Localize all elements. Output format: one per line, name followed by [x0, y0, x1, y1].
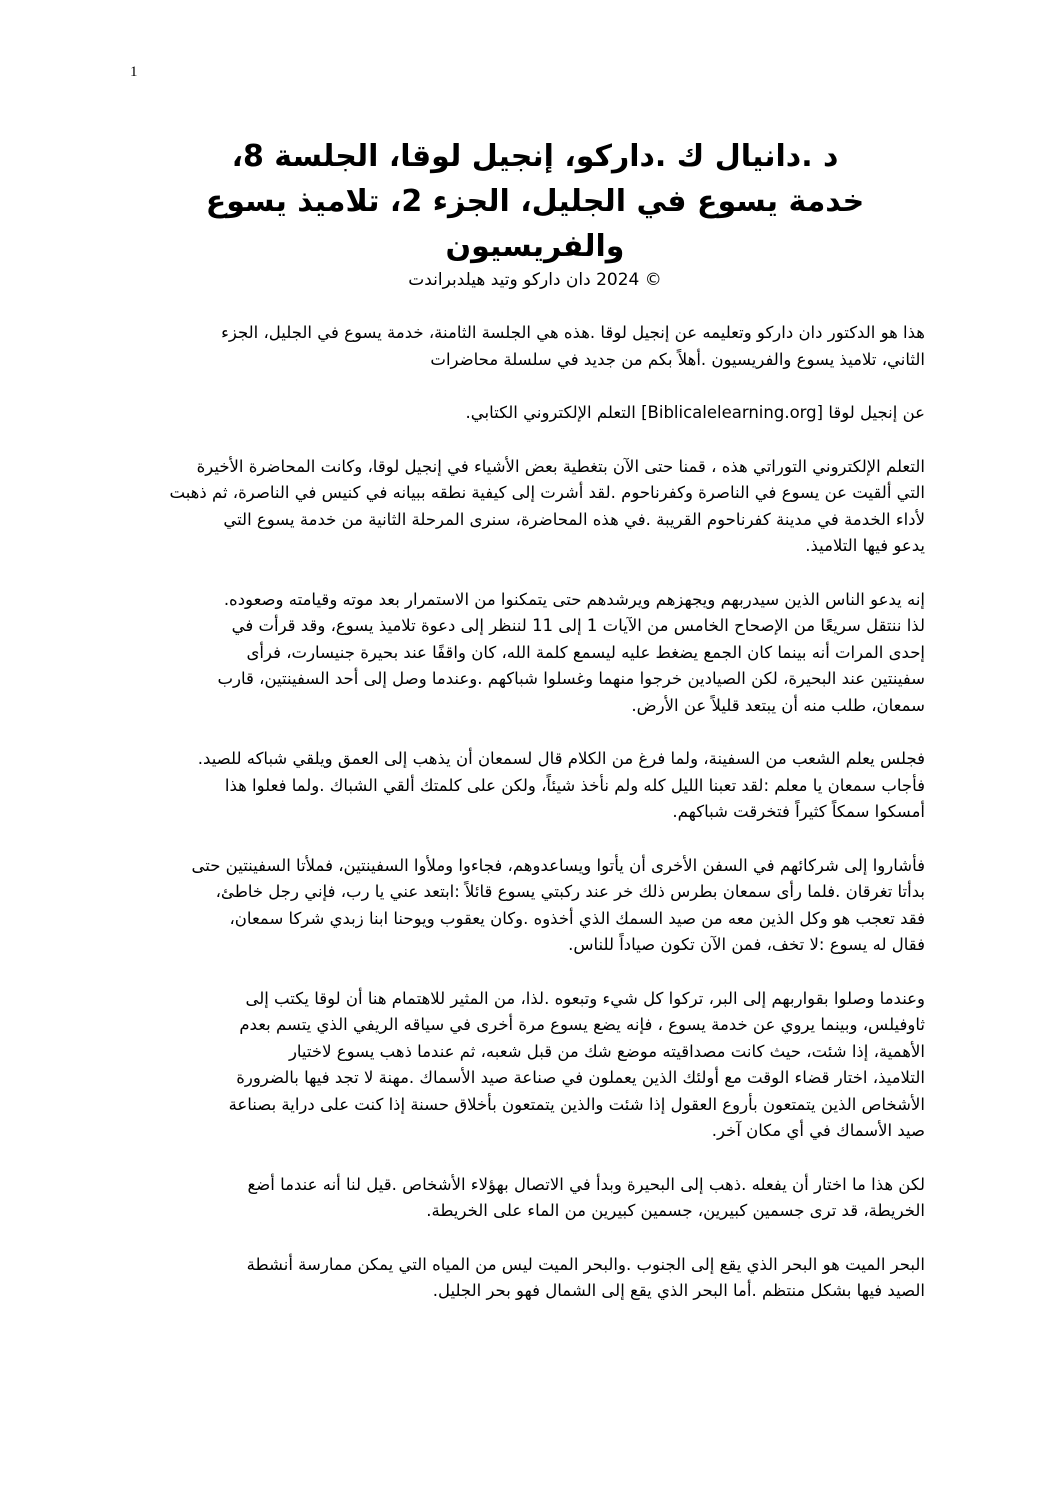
title-line: والفريسيون [445, 229, 625, 264]
text-line: أمسكوا سمكاً كثيراً فتخرقت شباكهم. [672, 802, 925, 821]
paragraph [168, 400, 925, 427]
text-line: فقد تعجب هو وكل الذين معه من صيد السمك الذي أخذوه .وكان يعقوب ويوحنا ابنا زبدي شركا سمعان، [229, 908, 925, 928]
paragraph [168, 1172, 925, 1225]
document-title [150, 134, 920, 269]
paragraph [168, 587, 925, 720]
text-line: لأداء الخدمة في مدينة كفرناحوم القريبة .في هذه المحاضرة، سنرى المرحلة الثانية من خدمة يسوع التي [223, 509, 925, 529]
text-line: التعلم الإلكتروني التوراتي هذه ، قمنا حتى الآن بتغطية بعض الأشياء في إنجيل لوقا، وكانت المحاضرة الأخيرة [196, 456, 925, 476]
text-line: صيد الأسماك في أي مكان آخر. [711, 1121, 925, 1140]
paragraph [168, 1252, 925, 1305]
text-line: الأشخاص الذين يتمتعون بأروع العقول إذا شئت والذين يتمتعون بأخلاق حسنة إذا كنت على دراية بصناعة [228, 1094, 925, 1114]
copyright-line: © 2024 دان داركو وتيد هيلدبراندت [408, 270, 662, 290]
text-line: وعندما وصلوا بقواربهم إلى البر، تركوا كل شيء وتبعوه .لذا، من المثير للاهتمام هنا أن لوقا يكتب إلى [245, 988, 925, 1008]
text-line: التلاميذ، اختار قضاء الوقت مع أولئك الذين يعملون في صناعة صيد الأسماك .مهنة لا تجد فيها بالضرورة [236, 1068, 925, 1087]
text-line: فجلس يعلم الشعب من السفينة، ولما فرغ من الكلام قال لسمعان أن يذهب إلى العمق ويلقي شباكه للصيد. [197, 749, 925, 768]
text-line: يدعو فيها التلاميذ. [805, 536, 925, 555]
text-line: لكن هذا ما اختار أن يفعله .ذهب إلى البحيرة وبدأ في الاتصال بهؤلاء الأشخاص .قيل لنا أنه عندما أضع [247, 1174, 925, 1194]
text-line: عن إنجيل لوقا [Biblicalelearning.org] التعلم الإلكتروني الكتابي. [465, 403, 925, 422]
text-line: لذا ننتقل سريعًا من الإصحاح الخامس من الآيات 1 إلى 11 لننظر إلى دعوة تلاميذ يسوع، وقد قرأت في [231, 616, 925, 635]
text-line: الصيد فيها بشكل منتظم .أما البحر الذي يقع إلى الشمال فهو بحر الجليل. [432, 1281, 925, 1300]
text-line: هذا هو الدكتور دان داركو وتعليمه عن إنجيل لوقا .هذه هي الجلسة الثامنة، خدمة يسوع في الجليل، الجزء [221, 323, 925, 342]
text-line: فقال له يسوع :لا تخف، فمن الآن تكون صياداً للناس. [568, 935, 925, 954]
text-line: ثاوفيلس، وبينما يروي عن خدمة يسوع ، فإنه يضع يسوع مرة أخرى في سياقه الريفي الذي يتسم بعدم [239, 1015, 925, 1034]
paragraph [168, 853, 925, 959]
text-line: سمعان، طلب منه أن يبتعد قليلاً عن الأرض. [631, 695, 925, 715]
text-line: التي ألقيت عن يسوع في الناصرة وكفرناحوم .لقد أشرت إلى كيفية نطقه ببيانه في كنيس في الناصرة، ثم ذهبت [169, 483, 925, 502]
title-line: خدمة يسوع في الجليل، الجزء 2، تلاميذ يسوع [205, 184, 865, 219]
text-line: إحدى المرات أنه بينما كان الجمع يضغط عليه ليسمع كلمة الله، كان واقفًا عند بحيرة جنيسارت، فرأى [246, 642, 925, 662]
title-line: د .دانيال ك .داركو، إنجيل لوقا، الجلسة 8، [231, 139, 839, 174]
page-number: 1 [130, 64, 138, 80]
text-line: الخريطة، قد ترى جسمين كبيرين، جسمين كبيرين من الماء على الخريطة. [426, 1201, 925, 1220]
text-line: البحر الميت هو البحر الذي يقع إلى الجنوب .والبحر الميت ليس من المياه التي يمكن ممارسة أنشطة [246, 1254, 925, 1274]
transcript-body [168, 320, 925, 1332]
text-line: سفينتين عند البحيرة، لكن الصيادين خرجوا منهما وغسلوا شباكهم .وعندما وصل إلى أحد السفينتين، قارب [217, 669, 925, 688]
paragraph [168, 320, 925, 373]
text-line: الأهمية، إذا شئت، حيث كانت مصداقيته موضع شك من قبل شعبه، ثم عندما ذهب يسوع لاختيار [288, 1041, 925, 1061]
text-line: إنه يدعو الناس الذين سيدربهم ويجهزهم ويرشدهم حتى يتمكنوا من الاستمرار بعد موته وقيامته وصعوده. [223, 589, 925, 609]
paragraph [168, 454, 925, 560]
text-line: فأشاروا إلى شركائهم في السفن الأخرى أن يأتوا ويساعدوهم، فجاءوا وملأوا السفينتين، فملأتا السفينتين حتى [191, 855, 925, 875]
text-line: الثاني، تلاميذ يسوع والفريسيون .أهلاً بكم من جديد في سلسلة محاضرات [430, 349, 925, 369]
paragraph [168, 746, 925, 826]
text-line: بدأتا تغرقان .فلما رأى سمعان بطرس ذلك خر عند ركبتي يسوع قائلاً :ابتعد عني يا رب، فإني رجل خاطئ، [215, 882, 925, 901]
text-line: فأجاب سمعان يا معلم :لقد تعبنا الليل كله ولم نأخذ شيئاً، ولكن على كلمتك ألقي الشباك .ولما فعلوا هذا [224, 775, 925, 795]
paragraph [168, 986, 925, 1145]
